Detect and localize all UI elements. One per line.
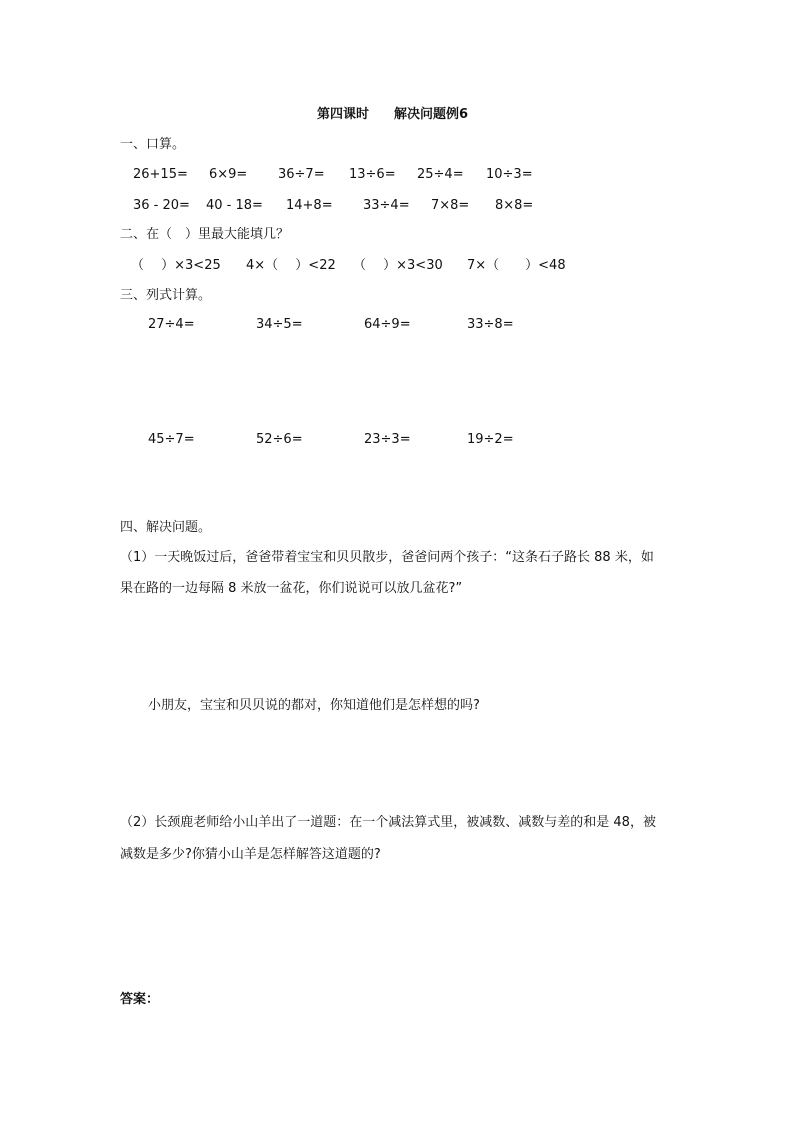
section3-heading: 三、列式计算。: [120, 288, 212, 303]
section2-heading: 二、在（ ）里最大能填几？: [120, 227, 290, 242]
section1-heading: 一、口算。: [120, 137, 186, 152]
written-calc-item: 27÷4=: [148, 317, 195, 332]
lesson-title: 第四课时: [317, 107, 370, 122]
oral-calc-item: 25÷4=: [417, 167, 464, 182]
page-title: 解决问题例6: [394, 107, 469, 122]
question-1-line-1: （1）一天晚饭过后，爸爸带着宝宝和贝贝散步，爸爸问两个孩子：“这条石子路长 88 米，如: [120, 550, 654, 565]
written-calc-item: 34÷5=: [256, 317, 303, 332]
section4-heading: 四、解决问题。: [120, 520, 212, 535]
oral-calc-item: 6×9=: [209, 167, 248, 182]
question-2-line-2: 减数是多少?你猜小山羊是怎样解答这道题的?: [120, 847, 381, 862]
fill-blank-item: 7×（ ）<48: [467, 258, 566, 273]
question-2-line-1: （2）长颈鹿老师给小山羊出了一道题：在一个减法算式里，被减数、减数与差的和是 48，被: [120, 815, 656, 830]
written-calc-item: 33÷8=: [467, 317, 514, 332]
written-calc-item: 64÷9=: [364, 317, 411, 332]
written-calc-item: 52÷6=: [256, 432, 303, 447]
oral-calc-item: 36÷7=: [278, 167, 325, 182]
oral-calc-item: 40 - 18=: [206, 198, 263, 213]
written-calc-item: 45÷7=: [148, 432, 195, 447]
answer-label: 答案：: [120, 992, 160, 1007]
fill-blank-item: 4×（ ）<22: [246, 258, 336, 273]
written-calc-item: 19÷2=: [467, 432, 514, 447]
question-1-line-2: 果在路的一边每隔 8 米放一盆花，你们说说可以放几盆花?”: [120, 581, 463, 596]
oral-calc-item: 7×8=: [431, 198, 470, 213]
oral-calc-item: 10÷3=: [486, 167, 533, 182]
oral-calc-item: 33÷4=: [363, 198, 410, 213]
oral-calc-item: 36 - 20=: [133, 198, 190, 213]
oral-calc-item: 13÷6=: [349, 167, 396, 182]
question-1-follow-up: 小朋友，宝宝和贝贝说的都对，你知道他们是怎样想的吗?: [148, 698, 480, 713]
oral-calc-item: 26+15=: [133, 167, 188, 182]
oral-calc-item: 14+8=: [286, 198, 333, 213]
fill-blank-item: （ ）×3<25: [131, 258, 221, 273]
oral-calc-item: 8×8=: [495, 198, 534, 213]
written-calc-item: 23÷3=: [364, 432, 411, 447]
fill-blank-item: （ ）×3<30: [353, 258, 443, 273]
